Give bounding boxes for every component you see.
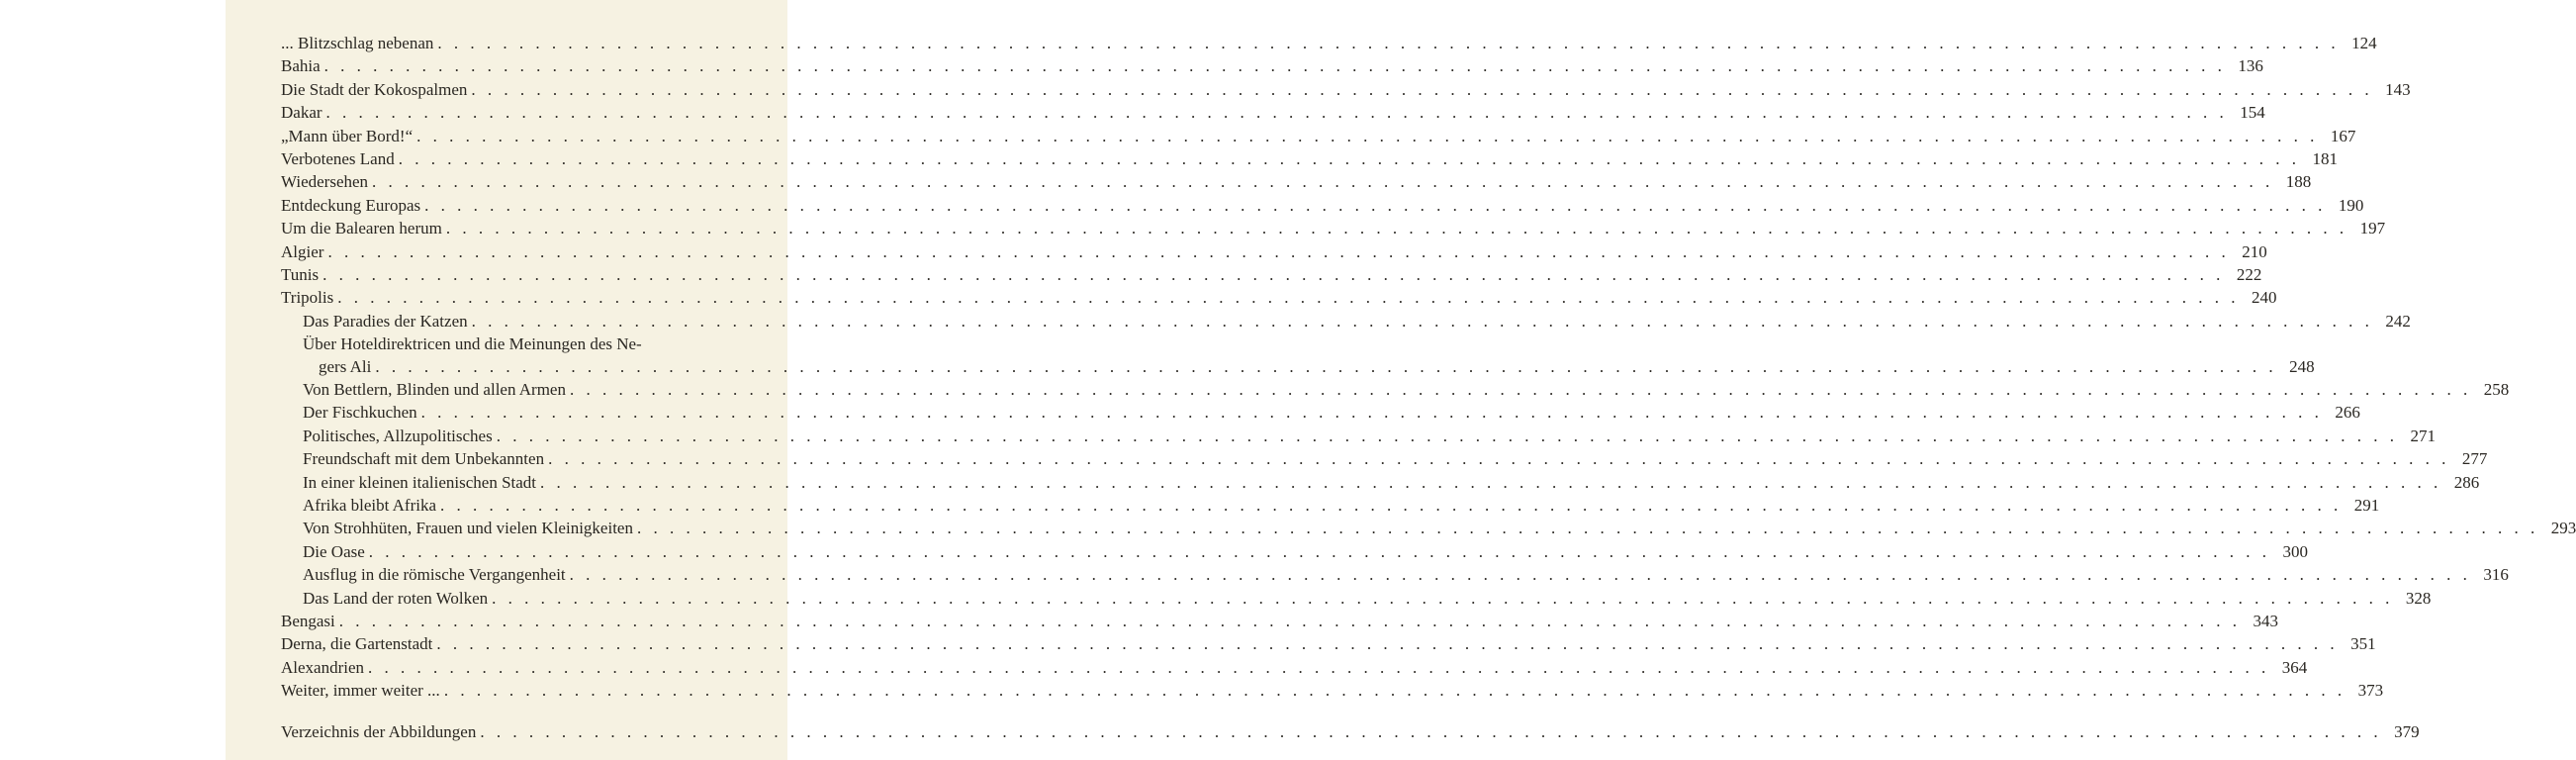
toc-entry-page: 300 (2282, 541, 2309, 561)
toc-entry-page: 242 (2385, 311, 2411, 331)
toc-entry-title: Das Land der roten Wolken (303, 588, 489, 608)
toc-entry-title: Das Paradies der Katzen (303, 311, 468, 331)
toc-entry-title: Weiter, immer weiter ... (281, 681, 440, 701)
leader-dots (421, 401, 2323, 424)
leader-dots (436, 632, 2338, 655)
leader-dots (497, 425, 2398, 447)
toc-entry-title: Derna, die Gartenstadt (281, 634, 433, 654)
toc-entry-wiedersehen (281, 170, 2312, 193)
leader-dots (570, 378, 2471, 401)
leader-dots (327, 240, 2229, 263)
leader-dots (471, 78, 2372, 101)
toc-entry-title: Afrika bleibt Afrika (303, 496, 437, 516)
leader-dots (369, 540, 2270, 563)
toc-entry-alexandrien (281, 656, 2308, 679)
toc-entry-title: Verzeichnis der Abbildungen (281, 721, 477, 741)
toc-entry-page: 181 (2312, 148, 2338, 168)
toc-entry-weiter (281, 679, 2384, 702)
toc-entry-title: Entdeckung Europas (281, 195, 421, 215)
toc-entry-derna (281, 632, 2376, 655)
toc-entry-algier (281, 240, 2267, 263)
toc-entry-page: 379 (2394, 721, 2420, 741)
toc-entry-verbotenes-land (281, 147, 2338, 170)
toc-entry-bettlern (281, 378, 2510, 401)
toc-entry-title: Der Fischkuchen (303, 403, 417, 423)
toc-entry-title: Tunis (281, 264, 320, 284)
leader-dots (424, 194, 2326, 217)
toc-entry-page: 293 (2550, 519, 2576, 538)
toc-entry-page: 248 (2289, 357, 2315, 377)
toc-entry-page: 316 (2483, 565, 2509, 585)
toc-entry-title: Um die Balearen herum (281, 219, 442, 238)
toc-entry-page: 124 (2351, 34, 2377, 52)
toc-entry-title: Von Strohhüten, Frauen und vielen Kleinigkeiten (303, 519, 633, 538)
toc-entry-italienische-stadt (281, 471, 2480, 494)
leader-dots (492, 587, 2393, 610)
toc-entry-title-line1: Über Hoteldirektricen und die Meinungen des Ne- (303, 334, 642, 354)
toc-entry-title: Alexandrien (281, 657, 365, 677)
toc-entry-page: 351 (2350, 634, 2376, 654)
toc-entry-mann-ueber-bord (281, 125, 2356, 147)
toc-entry-abbildungen (281, 720, 2420, 743)
toc-entry-title: Ausflug in die römische Vergangenheit (303, 565, 566, 585)
leader-dots (322, 263, 2224, 286)
toc-entry-entdeckung-europas (281, 194, 2364, 217)
toc-entry-fischkuchen (281, 401, 2360, 424)
leader-dots (416, 125, 2318, 147)
toc-entry-page: 154 (2240, 103, 2265, 123)
toc-entry-page: 222 (2236, 264, 2262, 284)
leader-dots (324, 54, 2226, 77)
leader-dots (399, 147, 2300, 170)
toc-entry-freundschaft (281, 447, 2488, 470)
toc-entry-balearen (281, 217, 2386, 239)
leader-dots (440, 494, 2342, 517)
leader-dots (548, 447, 2449, 470)
leader-dots (472, 310, 2373, 332)
toc-entry-roemische-vergangenheit (281, 563, 2509, 586)
toc-entry-page: 167 (2330, 126, 2356, 145)
toc-entry-afrika-bleibt-afrika (281, 494, 2380, 517)
leader-dots (339, 610, 2241, 632)
toc-entry-page: 190 (2338, 195, 2364, 215)
toc-entry-title: Von Bettlern, Blinden und allen Armen (303, 380, 566, 400)
toc-entry-title: Tripolis (281, 288, 334, 308)
toc-entry-rote-wolken (281, 587, 2432, 610)
toc-entry-tripolis (281, 286, 2277, 309)
leader-dots (570, 563, 2471, 586)
toc-entry-bahia (281, 54, 2263, 77)
leader-dots (446, 217, 2347, 239)
toc-entry-kokospalmen (281, 78, 2411, 101)
leader-dots (375, 355, 2276, 378)
toc-entry-page: 210 (2242, 241, 2267, 261)
toc-entry-bengasi (281, 610, 2279, 632)
toc-entry-hoteldirektricen (281, 332, 2315, 378)
toc-entry-strohhueten (281, 517, 2576, 539)
table-of-contents (281, 32, 2576, 743)
toc-entry-title: Wiedersehen (281, 172, 369, 192)
leader-dots (444, 679, 2346, 702)
toc-entry-page: 271 (2410, 426, 2436, 445)
toc-entry-page: 136 (2238, 56, 2263, 76)
toc-entry-dakar (281, 101, 2265, 124)
toc-entry-page: 343 (2253, 611, 2279, 630)
toc-entry-title: Die Oase (303, 541, 365, 561)
toc-entry-page: 188 (2285, 172, 2312, 192)
toc-entry-page: 266 (2335, 403, 2360, 423)
toc-entry-page: 258 (2483, 380, 2510, 400)
toc-entry-title: Verbotenes Land (281, 148, 395, 168)
toc-entry-title-line2: gers Ali (319, 357, 372, 377)
toc-entry-title: Algier (281, 241, 324, 261)
toc-entry-title: Dakar (281, 103, 322, 123)
toc-entry-politisches (281, 425, 2436, 447)
toc-entry-page: 277 (2461, 449, 2488, 469)
toc-entry-title: „Mann über Bord!“ (281, 126, 414, 145)
toc-entry-paradies-der-katzen (281, 310, 2411, 332)
toc-entry-title: In einer kleinen italienischen Stadt (303, 472, 537, 492)
toc-entry-page: 240 (2251, 288, 2277, 308)
toc-entry-page: 364 (2281, 657, 2308, 677)
section-gap (281, 703, 760, 720)
toc-entry-page: 143 (2385, 79, 2411, 99)
toc-entry-page: 286 (2453, 472, 2480, 492)
toc-entry-page: 328 (2405, 588, 2432, 608)
toc-entry-tunis (281, 263, 2262, 286)
leader-dots (326, 101, 2228, 124)
toc-entry-blitzschlag (281, 32, 2377, 54)
leader-dots (368, 656, 2269, 679)
toc-entry-title: Freundschaft mit dem Unbekannten (303, 449, 545, 469)
toc-entry-title: Bengasi (281, 611, 335, 630)
toc-entry-title: Die Stadt der Kokospalmen (281, 79, 468, 99)
toc-entry-oase (281, 540, 2309, 563)
leader-dots (637, 517, 2538, 539)
toc-entry-title: Politisches, Allzupolitisches (303, 426, 493, 445)
leader-dots (437, 32, 2339, 54)
toc-entry-page: 197 (2359, 219, 2386, 238)
toc-entry-page: 373 (2357, 681, 2384, 701)
leader-dots (540, 471, 2441, 494)
leader-dots (337, 286, 2239, 309)
toc-entry-title: ... Blitzschlag nebenan (281, 34, 434, 52)
leader-dots (480, 720, 2381, 743)
toc-entry-title: Bahia (281, 56, 321, 76)
toc-entry-page: 291 (2353, 496, 2380, 516)
leader-dots (372, 170, 2273, 193)
